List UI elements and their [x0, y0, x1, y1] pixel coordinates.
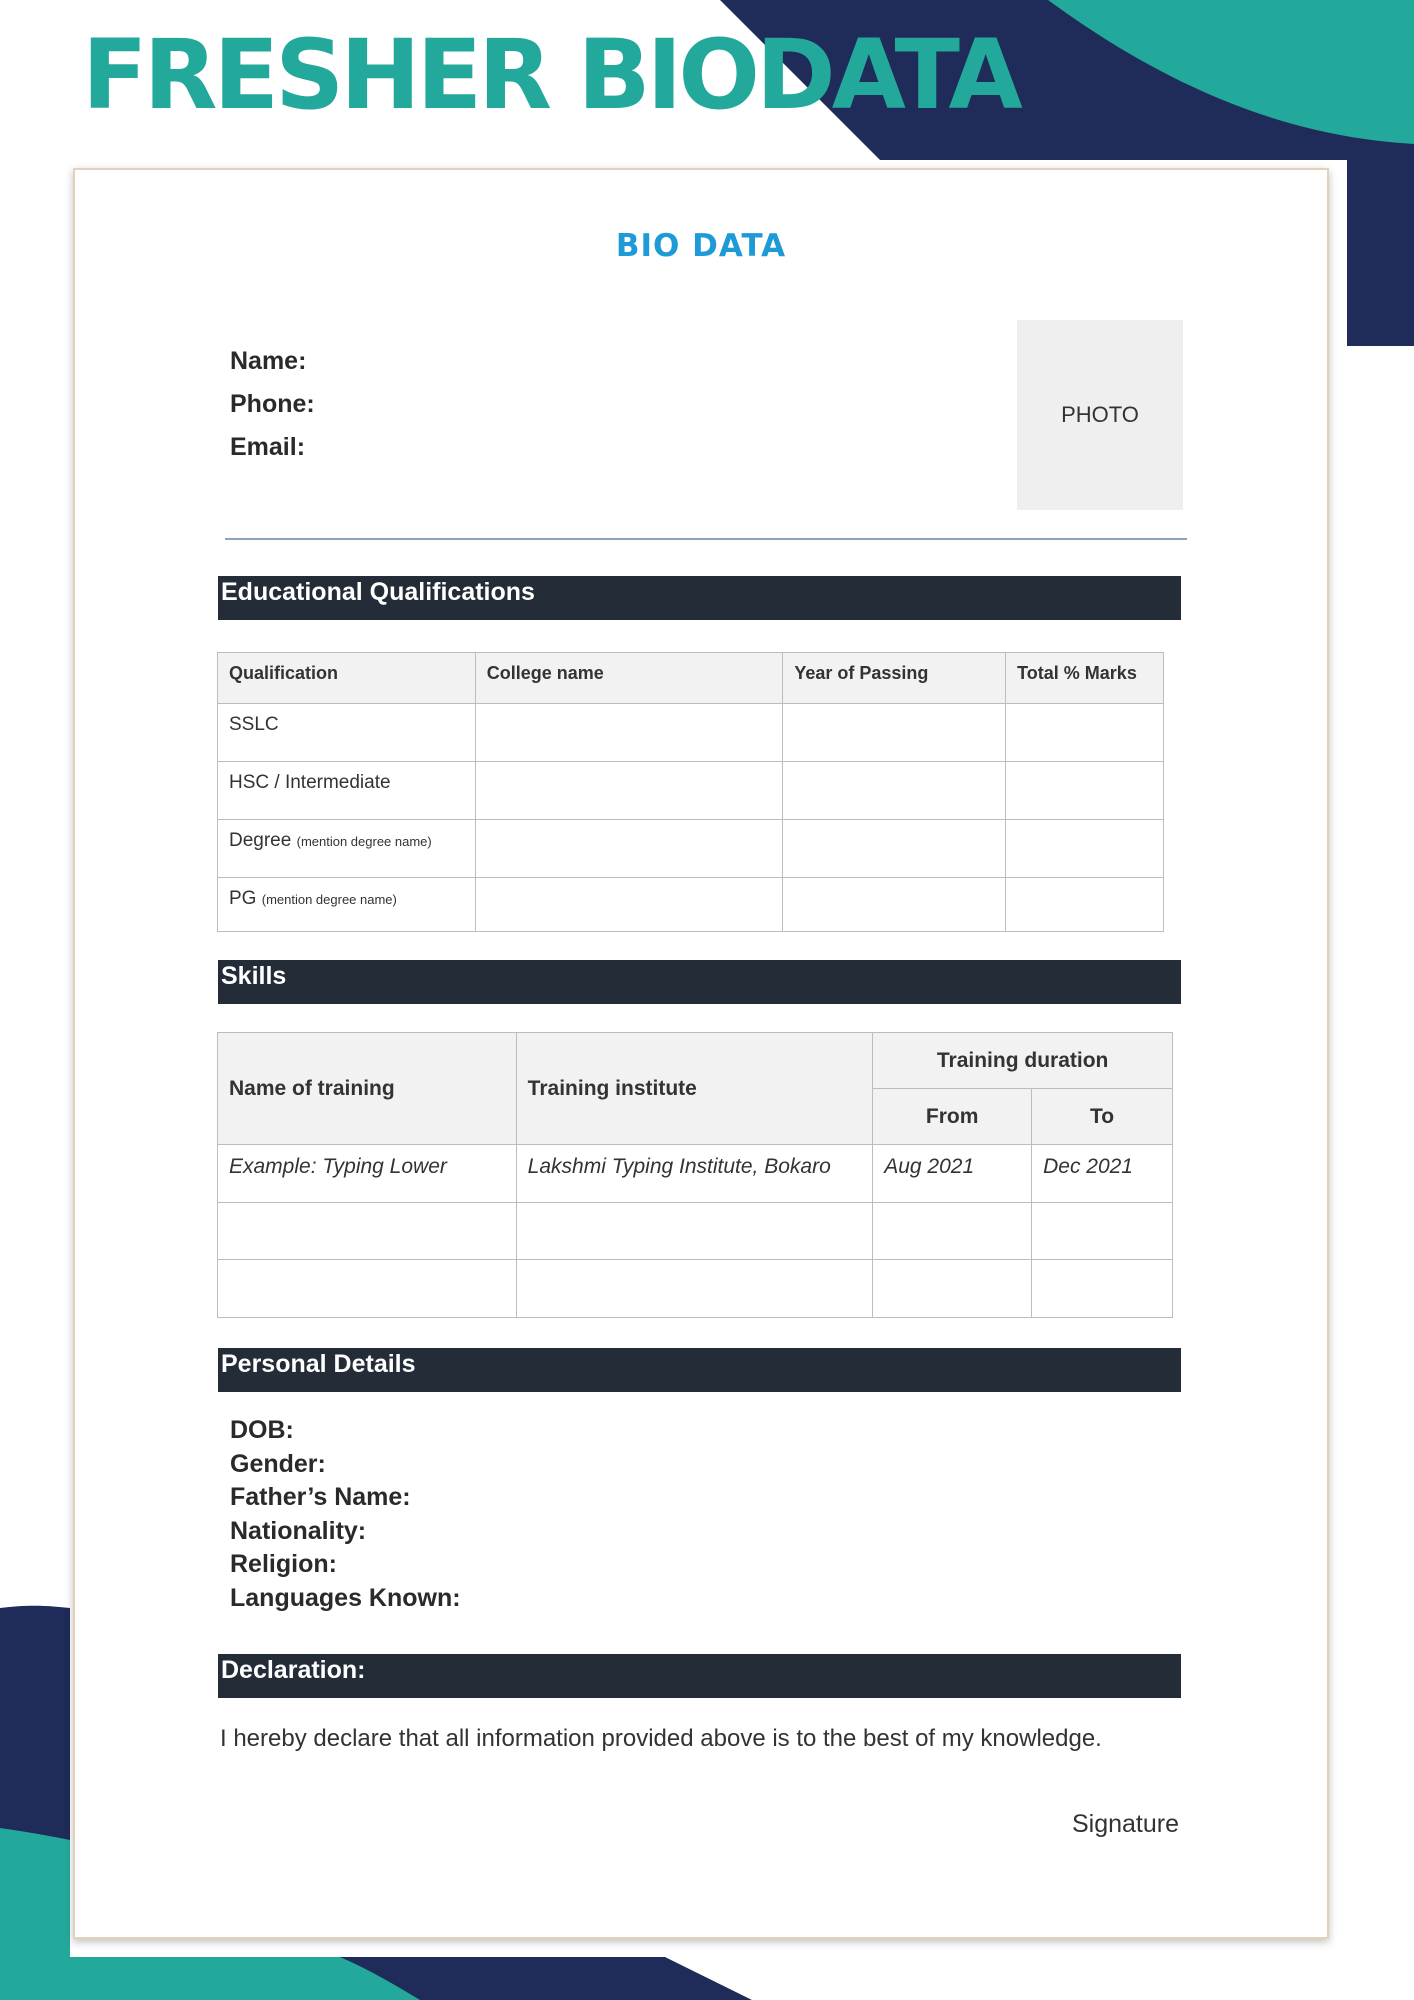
qualification-cell	[218, 704, 476, 762]
header-to: To	[1032, 1089, 1173, 1145]
phone-label: Phone:	[230, 390, 315, 418]
qualification-text: SSLC	[229, 714, 279, 735]
education-table	[217, 652, 1164, 932]
header-training-institute: Training institute	[516, 1033, 873, 1145]
from-cell	[873, 1203, 1032, 1260]
qualification-text: HSC / Intermediate	[229, 772, 391, 793]
education-table-header	[218, 653, 1164, 704]
email-label: Email:	[230, 433, 306, 461]
table-row	[218, 1260, 1173, 1318]
fathers-name-label: Father’s Name:	[230, 1483, 411, 1511]
qualification-cell	[218, 762, 476, 820]
section-bar-skills: Skills	[218, 960, 1181, 1004]
skills-table	[217, 1032, 1173, 1318]
college-cell	[475, 878, 783, 932]
biodata-sheet	[73, 168, 1329, 1939]
qualification-note: (mention degree name)	[261, 892, 397, 907]
religion-label: Religion:	[230, 1550, 337, 1578]
college-cell	[475, 820, 783, 878]
photo-placeholder	[1017, 320, 1183, 510]
marks-cell	[1006, 762, 1164, 820]
declaration-text: I hereby declare that all information provided above is to the best of my knowledge.	[220, 1725, 1102, 1752]
training-name-cell	[218, 1260, 517, 1318]
gender-label: Gender:	[230, 1449, 326, 1478]
year-cell	[783, 762, 1006, 820]
header-training-duration: Training duration	[873, 1033, 1173, 1089]
training-institute-cell	[516, 1203, 873, 1260]
personal-details-list	[230, 1414, 461, 1615]
header-divider	[225, 538, 1187, 540]
header-year-of-passing: Year of Passing	[783, 653, 1006, 704]
photo-label: PHOTO	[1061, 402, 1139, 427]
table-row	[218, 878, 1164, 932]
marks-cell	[1006, 820, 1164, 878]
header-qualification: Qualification	[218, 653, 476, 704]
document-title: BIO DATA	[615, 228, 787, 264]
qualification-cell	[218, 820, 476, 878]
table-row	[218, 820, 1164, 878]
header-from: From	[873, 1089, 1032, 1145]
example-from: Aug 2021	[873, 1145, 1032, 1203]
nationality-label: Nationality:	[230, 1516, 367, 1545]
section-bar-declaration: Declaration:	[218, 1654, 1181, 1698]
college-cell	[475, 762, 783, 820]
languages-known-label: Languages Known:	[230, 1583, 461, 1612]
header-total-marks: Total % Marks	[1006, 653, 1164, 704]
from-cell	[873, 1260, 1032, 1318]
qualification-cell	[218, 878, 476, 932]
header-college-name: College name	[475, 653, 783, 704]
table-row	[218, 1145, 1173, 1203]
marks-cell	[1006, 704, 1164, 762]
to-cell	[1032, 1203, 1173, 1260]
college-cell	[475, 704, 783, 762]
year-cell	[783, 820, 1006, 878]
example-to: Dec 2021	[1032, 1145, 1173, 1203]
header-name-of-training: Name of training	[218, 1033, 517, 1145]
year-cell	[783, 878, 1006, 932]
qualification-note: (mention degree name)	[296, 834, 432, 849]
contact-block	[230, 340, 315, 469]
dob-label: DOB:	[230, 1416, 294, 1444]
table-row	[218, 704, 1164, 762]
example-training-name: Example: Typing Lower	[218, 1145, 517, 1203]
qualification-text: Degree	[229, 830, 292, 851]
section-bar-education: Educational Qualifications	[218, 576, 1181, 620]
to-cell	[1032, 1260, 1173, 1318]
skills-header-row-1	[218, 1033, 1173, 1089]
training-institute-cell	[516, 1260, 873, 1318]
name-label: Name:	[230, 347, 307, 375]
banner-title: FRESHER BIODATA	[82, 19, 1019, 131]
table-row	[218, 762, 1164, 820]
signature-label: Signature	[1071, 1810, 1179, 1838]
marks-cell	[1006, 878, 1164, 932]
qualification-text: PG	[229, 888, 257, 909]
section-bar-personal-details: Personal Details	[218, 1348, 1181, 1392]
table-row	[218, 1203, 1173, 1260]
example-training-institute: Lakshmi Typing Institute, Bokaro	[516, 1145, 873, 1203]
year-cell	[783, 704, 1006, 762]
training-name-cell	[218, 1203, 517, 1260]
